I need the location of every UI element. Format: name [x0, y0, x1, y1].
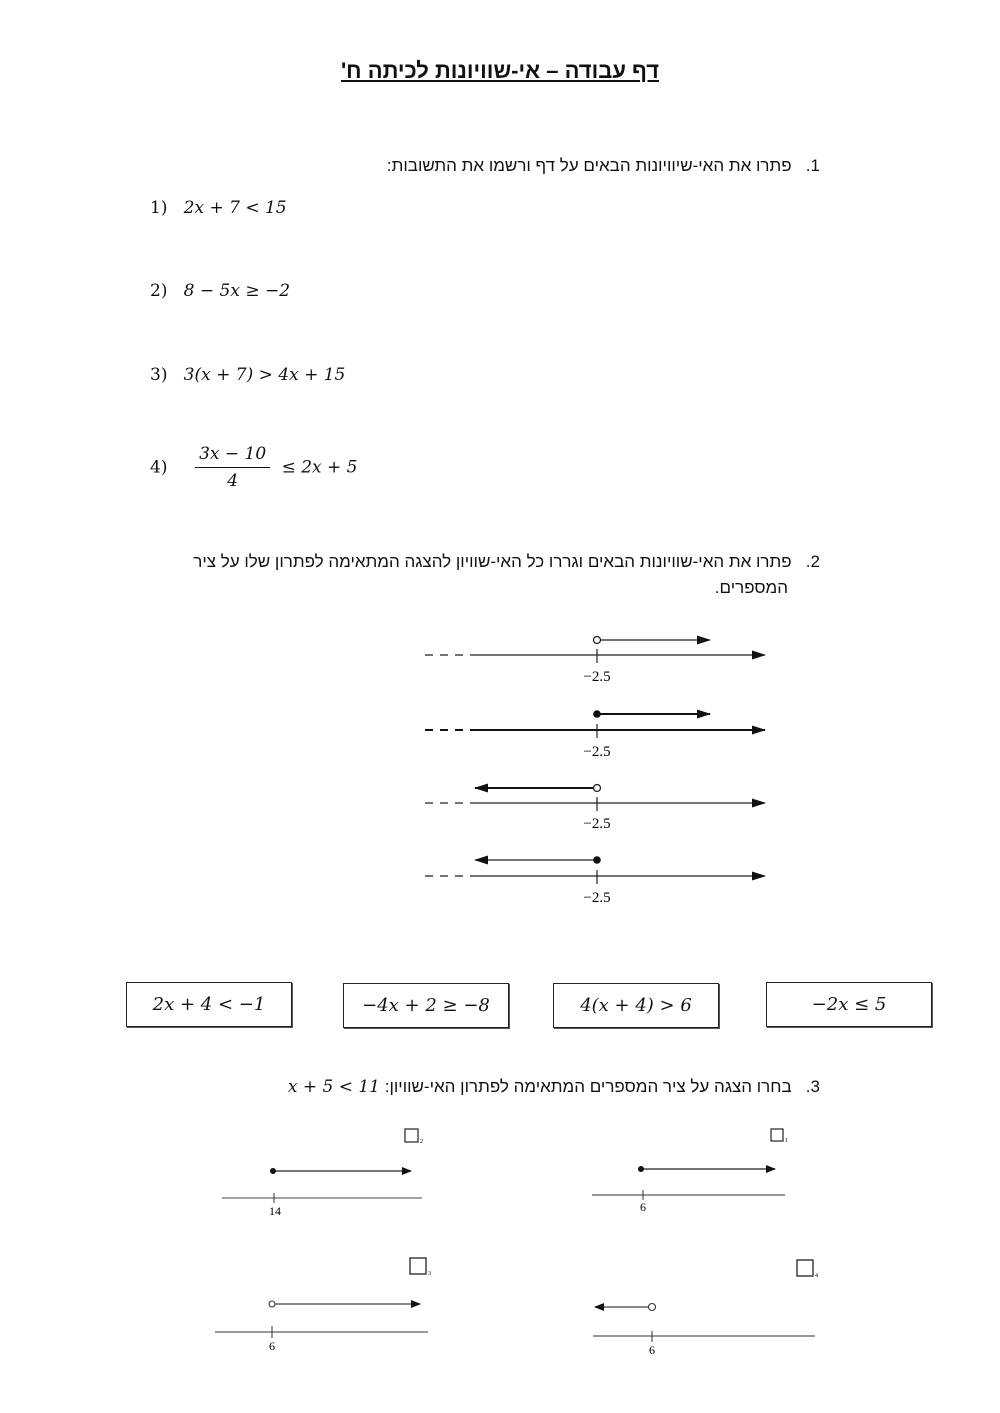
q1-item-label: 2) [150, 281, 168, 301]
point-label: 6 [269, 1339, 275, 1353]
point-label: 14 [269, 1204, 281, 1218]
closed-endpoint [593, 710, 601, 718]
card-expr: −2x ≤ 5 [811, 994, 887, 1015]
q2-number: 2. [805, 552, 820, 571]
number-line-1[interactable] [425, 637, 765, 686]
q3-number: 3. [805, 1077, 820, 1096]
q2-instruction-line2: המספרים. [714, 578, 788, 597]
card-expr: −4x + 2 ≥ −8 [362, 995, 490, 1016]
card-expr: 4(x + 4) > 6 [580, 995, 692, 1016]
option-checkbox[interactable] [405, 1129, 418, 1142]
page-title: דף עבודה – אי-שוויונות לכיתה ח' [340, 58, 660, 83]
point-label: 6 [640, 1200, 646, 1214]
option-index: 1 [785, 1138, 788, 1144]
point-label: −2.5 [583, 890, 611, 906]
number-line-4[interactable] [425, 856, 765, 906]
q2-number-lines [415, 625, 785, 915]
option-checkbox[interactable] [771, 1129, 783, 1141]
q1-item-expr: 3(x + 7) > 4x + 15 [183, 365, 346, 385]
drag-card-4[interactable] [766, 982, 932, 1027]
option-checkbox[interactable] [410, 1258, 426, 1274]
q1-item-2 [150, 281, 290, 301]
q2-instruction-line1: פתרו את האי-שוויונות הבאים וגררו כל האי-שוויון להצגה המתאימה לפתרון שלו על ציר [193, 552, 792, 571]
drag-card-3[interactable] [553, 983, 719, 1028]
point-label: −2.5 [583, 816, 611, 832]
q1-item-expr: 8 − 5x ≥ −2 [183, 281, 291, 301]
q3-instruction [200, 1077, 820, 1097]
q3-option-3 [210, 1253, 440, 1358]
point-label: −2.5 [583, 744, 611, 760]
q1-instruction-text: פתרו את האי-שיוויונות הבאים על דף ורשמו את התשובות: [386, 156, 792, 175]
q1-item-label: 1) [150, 198, 168, 218]
open-endpoint [649, 1304, 656, 1311]
closed-endpoint [270, 1168, 276, 1174]
number-line-3[interactable] [425, 785, 765, 833]
q2-instruction [170, 549, 820, 601]
fraction-denominator: 4 [227, 471, 239, 491]
q1-item-1 [150, 198, 287, 218]
point-label: 6 [649, 1343, 655, 1357]
open-endpoint [594, 637, 601, 644]
option-index: 4 [815, 1273, 818, 1279]
q3-inequality: x + 5 < 11 [287, 1077, 380, 1097]
open-endpoint [594, 785, 601, 792]
q1-item-3 [150, 365, 345, 385]
card-expr: 2x + 4 < −1 [152, 994, 266, 1015]
q3-option-2 [215, 1122, 440, 1222]
drag-card-2[interactable] [343, 983, 509, 1028]
q1-item-label: 4) [150, 457, 168, 478]
q1-item-expr: 2x + 7 < 15 [183, 198, 287, 218]
number-line-2[interactable] [425, 710, 765, 760]
point-label: −2.5 [583, 669, 611, 685]
option-index: 3 [428, 1271, 431, 1277]
fraction [195, 444, 270, 491]
q1-item-4 [150, 444, 358, 491]
q3-option-1 [585, 1122, 810, 1217]
option-checkbox[interactable] [797, 1260, 813, 1276]
closed-endpoint [638, 1166, 644, 1172]
option-index: 2 [420, 1139, 423, 1145]
open-endpoint [269, 1301, 275, 1307]
q3-option-4 [585, 1255, 820, 1360]
q1-item-label: 3) [150, 365, 168, 385]
q3-instruction-text: בחרו הצגה על ציר המספרים המתאימה לפתרון האי-שוויון: [384, 1077, 792, 1096]
drag-card-1[interactable] [126, 982, 292, 1027]
q1-instruction [300, 156, 820, 176]
fraction-numerator: 3x − 10 [195, 444, 270, 468]
closed-endpoint [593, 856, 601, 864]
q1-item-rhs: ≤ 2x + 5 [281, 457, 358, 478]
q1-number: 1. [805, 156, 820, 175]
